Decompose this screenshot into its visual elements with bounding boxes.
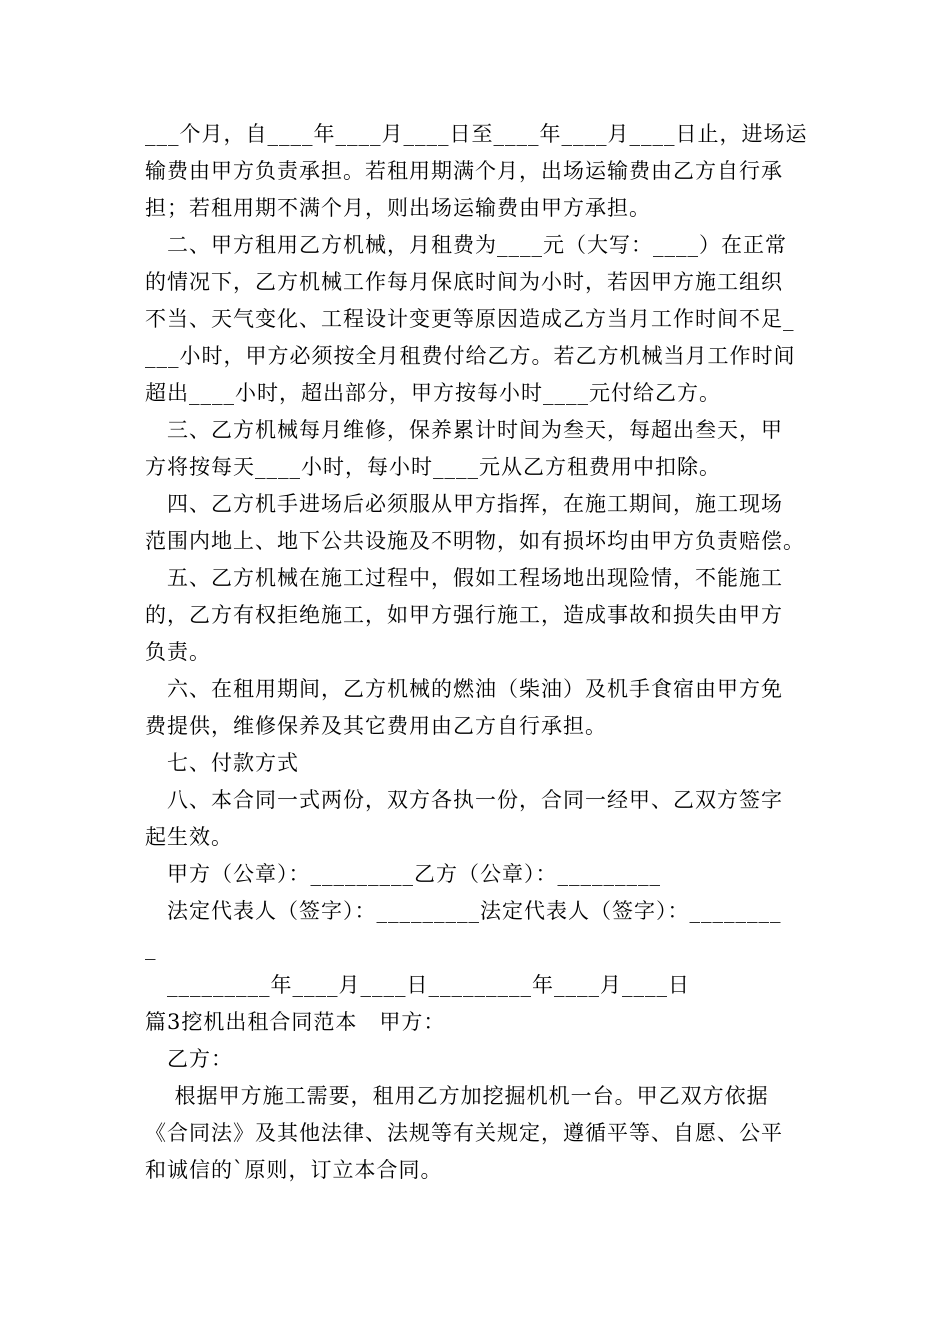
date-line: _________年____月____日_________年____月____日 — [167, 973, 690, 997]
document-body — [145, 116, 810, 1189]
section-heading: 篇3挖机出租合同范本 甲方： — [145, 1010, 446, 1034]
clause-6-line: 六、在租用期间，乙方机械的燃油（柴油）及机手食宿由甲方免 — [167, 677, 783, 701]
party-b-line: 乙方： — [167, 1047, 233, 1071]
text-line: ___小时，甲方必须按全月租费付给乙方。若乙方机械当月工作时间 — [145, 344, 796, 368]
party-seal-line: 甲方（公章）：_________乙方（公章）：_________ — [167, 862, 661, 886]
text-line: 负责。 — [145, 640, 211, 664]
clause-3-line: 三、乙方机械每月维修，保养累计时间为叁天，每超出叁天，甲 — [167, 418, 783, 442]
text-line: 的情况下，乙方机械工作每月保底时间为小时，若因甲方施工组织 — [145, 270, 783, 294]
clause-2-line: 二、甲方租用乙方机械，月租费为____元（大写：____）在正常 — [167, 233, 787, 257]
text-line: 方将按每天____小时，每小时____元从乙方租费用中扣除。 — [145, 455, 721, 479]
text-line: 起生效。 — [145, 825, 233, 849]
text-line: 输费由甲方负责承担。若租用期满个月，出场运输费由乙方自行承 — [145, 159, 783, 183]
text-line: 不当、天气变化、工程设计变更等原因造成乙方当月工作时间不足_ — [145, 307, 795, 331]
text-line: 超出____小时，超出部分，甲方按每小时____元付给乙方。 — [145, 381, 721, 405]
preamble-line: 根据甲方施工需要，租用乙方加挖掘机机一台。甲乙双方依据 — [167, 1084, 769, 1108]
clause-4-line: 四、乙方机手进场后必须服从甲方指挥，在施工期间，施工现场 — [167, 492, 783, 516]
text-line: 费提供，维修保养及其它费用由乙方自行承担。 — [145, 714, 607, 738]
text-line: 范围内地上、地下公共设施及不明物，如有损坏均由甲方负责赔偿。 — [145, 529, 805, 553]
text-line: 担；若租用期不满个月，则出场运输费由甲方承担。 — [145, 196, 651, 220]
clause-7-line: 七、付款方式 — [167, 751, 299, 775]
clause-5-line: 五、乙方机械在施工过程中，假如工程场地出现险情，不能施工 — [167, 566, 783, 590]
legal-rep-line: 法定代表人（签字）：_________法定代表人（签字）：________ — [167, 899, 782, 923]
text-line: 《合同法》及其他法律、法规等有关规定，遵循平等、自愿、公平 — [145, 1121, 783, 1145]
text-line: 和诚信的`原则，订立本合同。 — [145, 1158, 443, 1182]
clause-8-line: 八、本合同一式两份，双方各执一份，合同一经甲、乙双方签字 — [167, 788, 783, 812]
text-line: 的，乙方有权拒绝施工，如甲方强行施工，造成事故和损失由甲方 — [145, 603, 783, 627]
text-line: ___个月，自____年____月____日至____年____月____日止，进场运 — [145, 122, 808, 146]
text-line: _ — [145, 936, 157, 960]
